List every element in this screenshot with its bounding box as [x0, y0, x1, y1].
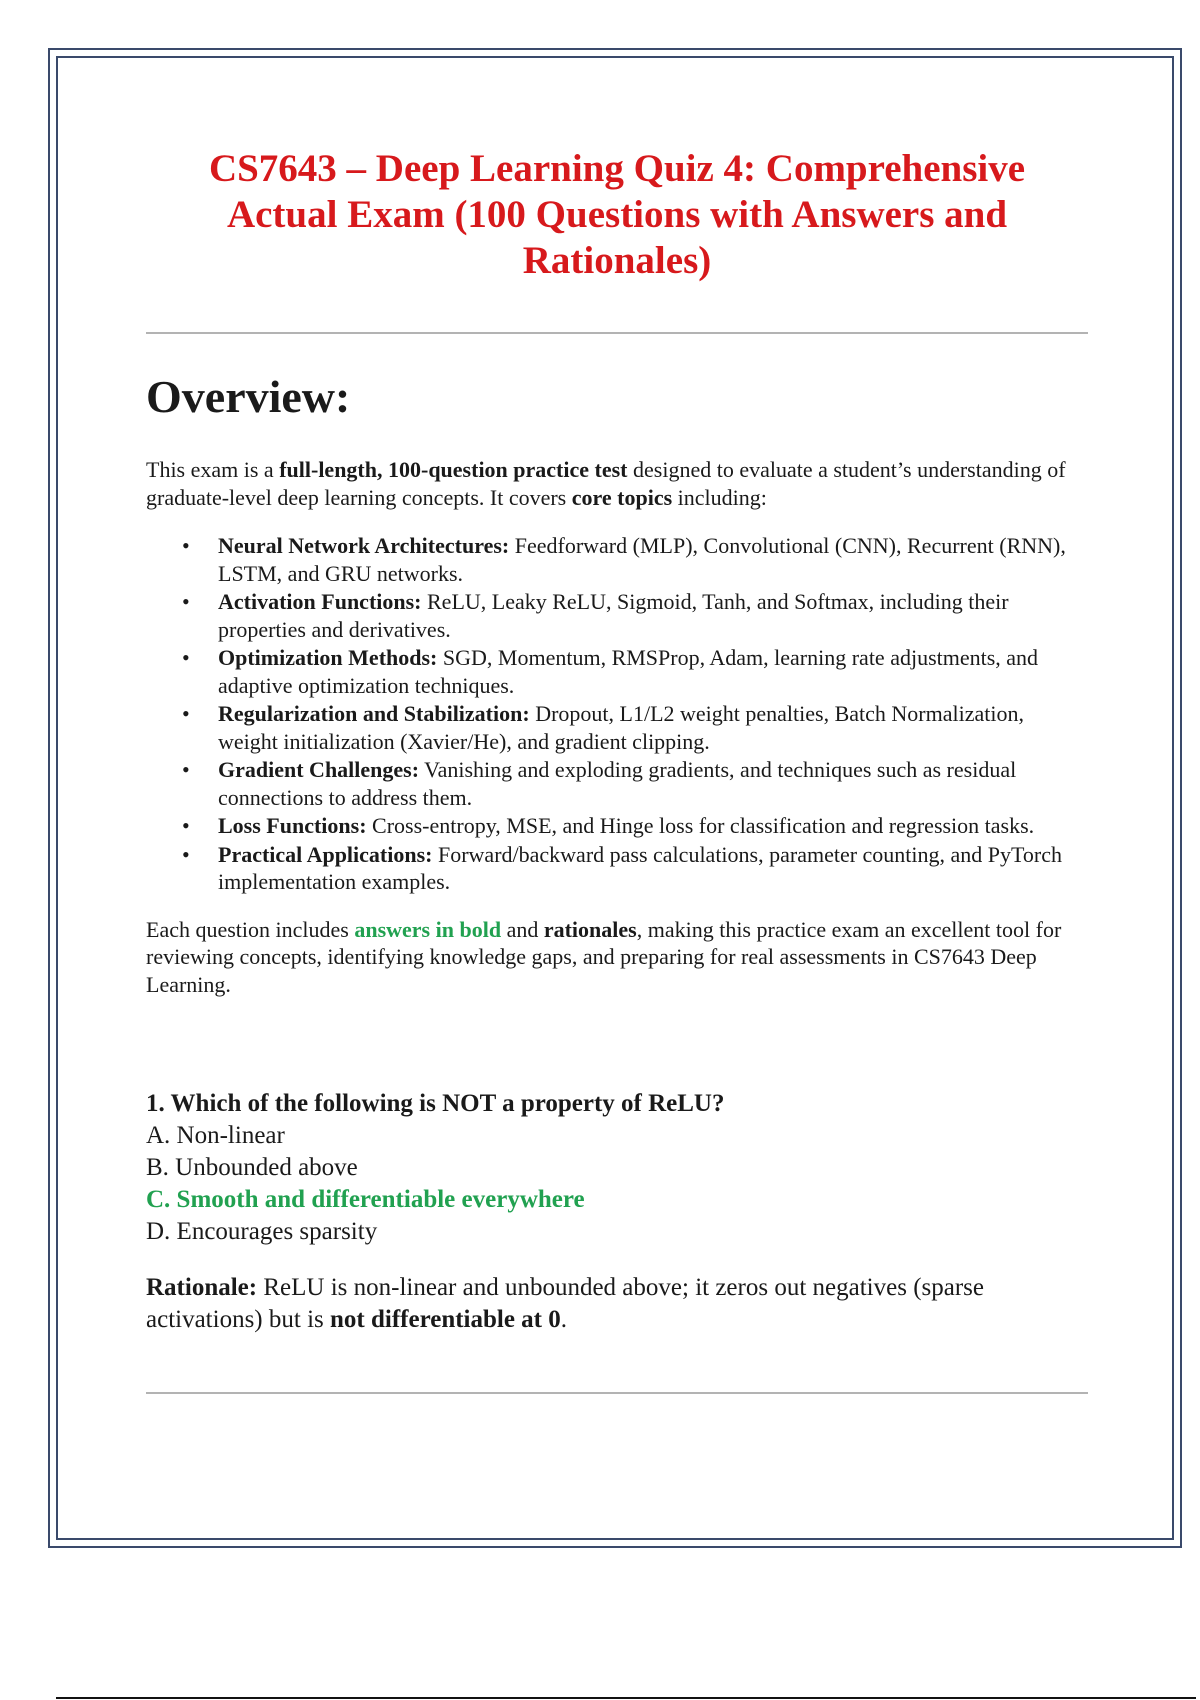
- document-content: [146, 146, 1088, 1394]
- question-block: [146, 1088, 1088, 1336]
- topic-title: Activation Functions:: [218, 589, 422, 614]
- title-line-3: Rationales): [522, 239, 712, 282]
- topic-text: ReLU, Leaky ReLU, Sigmoid, Tanh, and Softmax, including their properties and derivatives.: [218, 589, 1009, 642]
- topic-title: Neural Network Architectures:: [218, 533, 510, 558]
- divider-bottom: [146, 1392, 1088, 1394]
- topic-item: [146, 812, 1088, 840]
- topic-title: Loss Functions:: [218, 813, 367, 838]
- intro-bold-2: core topics: [571, 485, 673, 510]
- page-footer-line: [56, 1697, 1196, 1699]
- bullet-icon: •: [182, 645, 190, 670]
- divider-top: [146, 332, 1088, 334]
- topic-title: Regularization and Stabilization:: [218, 701, 530, 726]
- bullet-icon: •: [182, 701, 190, 726]
- topic-text: Forward/backward pass calculations, parameter counting, and PyTorch implementation examples.: [218, 841, 1063, 894]
- topic-text: SGD, Momentum, RMSProp, Adam, learning rate adjustments, and adaptive optimization techniques.: [218, 645, 1039, 698]
- intro-text-2: designed to evaluate a student’s understanding of graduate-level deep learning concepts. It covers: [146, 457, 1066, 510]
- topic-text: Cross-entropy, MSE, and Hinge loss for classification and regression tasks.: [366, 813, 1035, 838]
- topic-title: Optimization Methods:: [218, 645, 438, 670]
- rationale: [146, 1272, 1088, 1336]
- topic-item: [146, 532, 1088, 587]
- rationale-label: Rationale:: [146, 1274, 258, 1301]
- closing-paragraph: [146, 916, 1088, 999]
- topics-list: [146, 532, 1088, 896]
- closing-text-2: and: [501, 916, 544, 942]
- intro-text-3: including:: [672, 485, 767, 510]
- topic-text: Dropout, L1/L2 weight penalties, Batch Normalization, weight initialization (Xavier/He), and gradient clipping.: [218, 701, 1024, 754]
- question-text: 1. Which of the following is NOT a property of ReLU?: [146, 1090, 725, 1117]
- bullet-icon: •: [182, 757, 190, 782]
- rationale-text-2: .: [560, 1306, 568, 1333]
- bullet-icon: •: [182, 533, 190, 558]
- document-title: [146, 146, 1088, 284]
- closing-text-3: , making this practice exam an excellent tool for reviewing concepts, identifying knowledge gaps, and preparing for real assessments in CS7643 Deep Learning.: [146, 916, 1062, 997]
- topic-title: Practical Applications:: [218, 841, 433, 867]
- topic-title: Gradient Challenges:: [218, 757, 420, 782]
- title-line-2: Actual Exam (100 Questions with Answers and: [226, 193, 1008, 236]
- bullet-icon: •: [182, 589, 190, 614]
- option-b: B. Unbounded above: [146, 1154, 358, 1181]
- topic-item: [146, 841, 1088, 896]
- topic-item: [146, 700, 1088, 755]
- topic-text: Vanishing and exploding gradients, and techniques such as residual connections to address them.: [218, 757, 1017, 810]
- topic-item: [146, 644, 1088, 699]
- option-d: D. Encourages sparsity: [146, 1218, 378, 1245]
- option-a: A. Non-linear: [146, 1122, 285, 1149]
- closing-text-1: Each question includes: [146, 916, 355, 942]
- closing-green-text: answers in bold: [354, 916, 502, 942]
- bullet-icon: •: [182, 813, 190, 838]
- rationale-text-1: ReLU is non-linear and unbounded above; it zeros out negatives (sparse activations) but is: [146, 1274, 984, 1333]
- topic-item: [146, 756, 1088, 811]
- closing-bold-text: rationales: [543, 916, 637, 942]
- option-c-correct-answer: C. Smooth and differentiable everywhere: [146, 1186, 585, 1213]
- topic-text: Feedforward (MLP), Convolutional (CNN), Recurrent (RNN), LSTM, and GRU networks.: [218, 533, 1066, 586]
- intro-paragraph: [146, 456, 1088, 512]
- title-line-1: CS7643 – Deep Learning Quiz 4: Comprehensive: [208, 147, 1026, 190]
- intro-text-1: This exam is a: [146, 457, 280, 482]
- rationale-bold-text: not differentiable at 0: [330, 1306, 561, 1333]
- topic-item: [146, 588, 1088, 643]
- intro-bold-1: full-length, 100-question practice test: [279, 457, 628, 482]
- bullet-icon: •: [182, 841, 190, 867]
- overview-heading: Overview:: [146, 371, 351, 422]
